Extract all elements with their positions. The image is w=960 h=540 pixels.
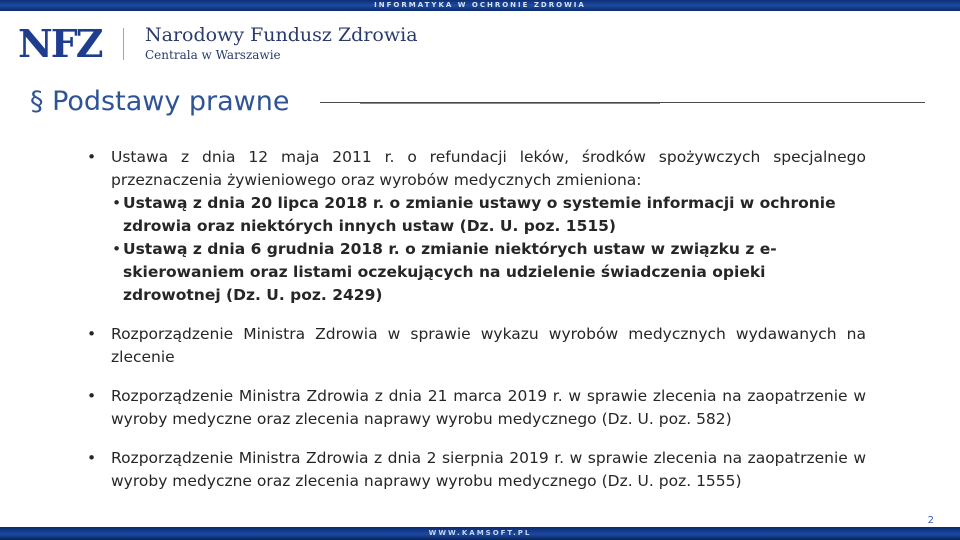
sub-bullet-item-2: • Ustawą z dnia 6 grudnia 2018 r. o zmianie niektórych ustaw w związku z e-skierowaniem oraz listami oczekujących na udzielenie świadczenia opieki zdrowotnej (Dz. U. poz. 2429) bbox=[86, 238, 866, 307]
bottom-banner-text: WWW.KAMSOFT.PL bbox=[428, 529, 532, 537]
title-rule-secondary bbox=[360, 103, 660, 104]
slide-title: § Podstawy prawne bbox=[30, 86, 290, 117]
org-subtitle: Centrala w Warszawie bbox=[145, 48, 281, 62]
bullet-item-4: • Rozporządzenie Ministra Zdrowia z dnia 2 sierpnia 2019 r. w sprawie zlecenia na zaopatrzenie w wyroby medyczne oraz zlecenia naprawy wyrobu medycznego (Dz. U. poz. 1555) bbox=[86, 447, 866, 493]
bullet-item-1: • Ustawa z dnia 12 maja 2011 r. o refundacji leków, środków spożywczych specjalnego przeznaczenia żywieniowego oraz wyrobów medycznych zmieniona: bbox=[86, 146, 866, 192]
nfz-logo: NFZ bbox=[18, 21, 102, 66]
page-number: 2 bbox=[927, 515, 934, 526]
top-banner-text: INFORMATYKA W OCHRONIE ZDROWIA bbox=[374, 1, 586, 9]
logo-divider bbox=[123, 28, 124, 60]
org-name: Narodowy Fundusz Zdrowia bbox=[145, 24, 418, 46]
bullet-item-2: • Rozporządzenie Ministra Zdrowia w sprawie wykazu wyrobów medycznych wydawanych na zlecenie bbox=[86, 323, 866, 369]
bullet-item-3: • Rozporządzenie Ministra Zdrowia z dnia 21 marca 2019 r. w sprawie zlecenia na zaopatrzenie w wyroby medyczne oraz zlecenia naprawy wyrobu medycznego (Dz. U. poz. 582) bbox=[86, 385, 866, 431]
sub-bullet-item-1: • Ustawą z dnia 20 lipca 2018 r. o zmianie ustawy o systemie informacji w ochronie zdrowia oraz niektórych innych ustaw (Dz. U. poz. 1515) bbox=[86, 192, 866, 238]
slide-content bbox=[86, 146, 866, 493]
